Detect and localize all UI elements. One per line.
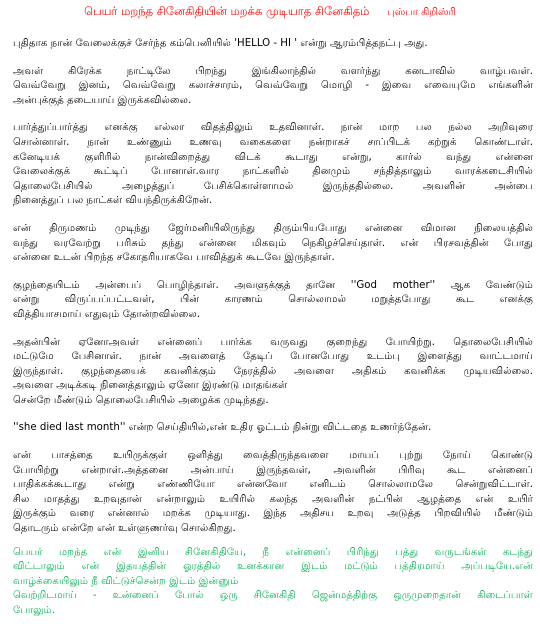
text-line: சென்றே மீண்டும் தொலைபேசியில் அழைக்க முடிந்தது. — [13, 394, 269, 406]
paragraph — [13, 421, 533, 436]
text-line: என் திருமணம் முடிந்து ஜேர்மனியிலிருந்து திரும்பியபோது என்னை விமான நிலையத்தில் — [13, 222, 533, 234]
text-line: தொலைபேசியில் அழைத்துப் பேசிக்கொள்ளாமல் இருந்ததில்லை. அவளின் அன்பை — [13, 180, 533, 192]
text-line: பார்த்துப்பார்த்து எனக்கு எல்லா விதத்திலும் உதவினாள். நான் மாற பல நல்ல அறிவுரை — [13, 122, 533, 134]
article-body — [13, 37, 533, 632]
text-line: கனேடியக் குளிரில் நான்விறைத்து விடக் கூடாது என்று, கார்ல் வந்து என்னை — [13, 151, 533, 163]
paragraph — [13, 222, 533, 266]
text-line: அன்புக்குத் தடையாய் இருக்கவில்லை. — [13, 94, 192, 106]
paragraph — [13, 121, 533, 209]
text-line: வெற்றிடமாய் - உன்னைப் போல் ஒரு சினேகிதி ஜென்மத்திற்கு ஒருமுறைதான் கிடைப்பாள் — [13, 590, 533, 602]
text-line: பாதிக்கக்கூடாது என்று எண்ணியோ என்னவோ எனிடம் சொல்லாமலே சென்றுவிட்டாள். — [13, 479, 533, 491]
text-line: வித்தியாசமாய் எதுவும் தோன்றவில்லை. — [13, 308, 201, 320]
text-line: வந்து வரவேற்று பரிசும் தந்து என்னை மிகவும் நெகிழச்செய்தாள். என் பிரசவத்தின் போது — [13, 237, 533, 249]
paragraph — [13, 65, 533, 109]
text-line: இருந்தாள். குழந்தையைக் கவனிக்கும் நேரத்தில் அவளை அதிகம் கவனிக்க முடியவில்லை. — [13, 365, 533, 377]
text-line: இருக்கும் வரை என்னால் மறக்க முடியாது. இந்த அதிசய உறவு அடுத்த பிறவியில் மீண்டும் — [13, 508, 533, 520]
text-line: சொன்னாள். நான் உண்ணும் உணவு வகைகளை நன்றாகச் சாப்பிடக் கற்றுக் கொண்டாள். — [13, 136, 533, 148]
text-line: குழந்தையிடம் அன்பைப் பொழிந்தாள். அவளுக்குத் தானே ''God mother'' ஆக வேண்டும் — [13, 279, 533, 291]
text-line: என் பாசத்தை உயிருக்குள் ஒளித்து வைத்திருந்தவளை மாயப் புற்று நோய் கொண்டு — [13, 450, 533, 462]
text-line: அவளை அடிக்கடி நினைத்தாலும் ஏனோ இரண்டு மாதங்கள் — [13, 380, 288, 392]
text-line: என்று விருப்பப்பட்டவள், பின் காரணம் சொல்லாமல் மறுத்தபோது கூட எனக்கு — [13, 294, 533, 306]
text-line: வெவ்வேறு இனம், வெவ்வேறு கலாச்சாரம், வெவ்வேறு மொழி - இவை எவையுமே எங்களின் — [13, 80, 533, 92]
text-line: மட்டுமே பேசினாள். நான் அவளைத் தேடிப் போனபோது உடம்பு இளைத்து வாட்டமாய் — [13, 351, 533, 363]
text-line: நினைத்துப் பல நாட்கள் வியந்திருக்கிறேன். — [13, 195, 213, 207]
text-line: போலும். — [13, 605, 56, 616]
header — [0, 4, 540, 20]
paragraph — [13, 37, 533, 52]
text-line: வேலைக்குக் கூட்டிப் போனாள்.வார நாட்களில் தினமும் சந்தித்தாலும் வாரக்கடைசியில் — [13, 166, 533, 178]
text-line: புதிதாக நான் வேலைக்குச் சேர்ந்த கம்பெனியில் 'HELLO - HI ' என்று ஆரம்பித்தநட்பு அது. — [13, 38, 428, 49]
paragraph — [13, 279, 533, 323]
text-line: ''she died last month'' என்ற செய்தியில்,என் உதிர ஓட்டம் நின்று விட்டதை உணர்ந்தேன். — [13, 422, 432, 434]
paragraph — [13, 336, 533, 409]
text-line: வாழ்க்கையிலும் நீ விட்டுச்சென்ற இடம் இன்னும் — [13, 575, 239, 587]
text-line: என்னை உடன் பிறந்த சகோதரியாகவே பாவித்துக் கூடவே இருந்தாள். — [13, 252, 335, 264]
author-name: புஸ்பா கிறிஸ்ரி — [387, 7, 456, 18]
text-line: தொடரும் என்றே என் உள்ளுணர்வு சொல்கிறது. — [13, 523, 236, 535]
text-line: விட்டாலும் என் இதயத்தின் ஓரத்தில் உனக்கான இடம் மட்டும் பத்திரமாய் அப்படியே.என் — [13, 561, 533, 573]
paragraph — [13, 449, 533, 537]
text-line: போயிற்று என்றாள்.அத்தனை அன்பாய் இருந்தவள், அவளின் பிரிவு கூட என்னைப் — [13, 464, 533, 476]
text-line: பெயர் மறந்த என் இனிய சினேகிதியே, நீ என்னைப் பிரிந்து பத்து வருடங்கள் கடந்து — [13, 546, 533, 558]
closing-paragraph — [13, 546, 533, 619]
text-line: சில மாதத்து உறவுதான் என்றாலும் உயிரில் கலந்த அவளின் நட்பின் ஆழத்தை என் உயிர் — [13, 493, 533, 505]
page-title: பெயர் மறந்த சினேகிதியின் மறக்க முடியாத சினேகிதம் — [84, 4, 370, 18]
text-line: அவள் கிரேக்க நாட்டிலே பிறந்து இங்கிலாந்தில் வளர்ந்து கனடாவில் வாழ்பவள். — [13, 65, 533, 77]
text-line: அதன்பின் ஏனோஅவள் என்னைப் பார்க்க வருவது குறைந்து போயிற்று. தொலைபேசியில் — [13, 336, 533, 348]
